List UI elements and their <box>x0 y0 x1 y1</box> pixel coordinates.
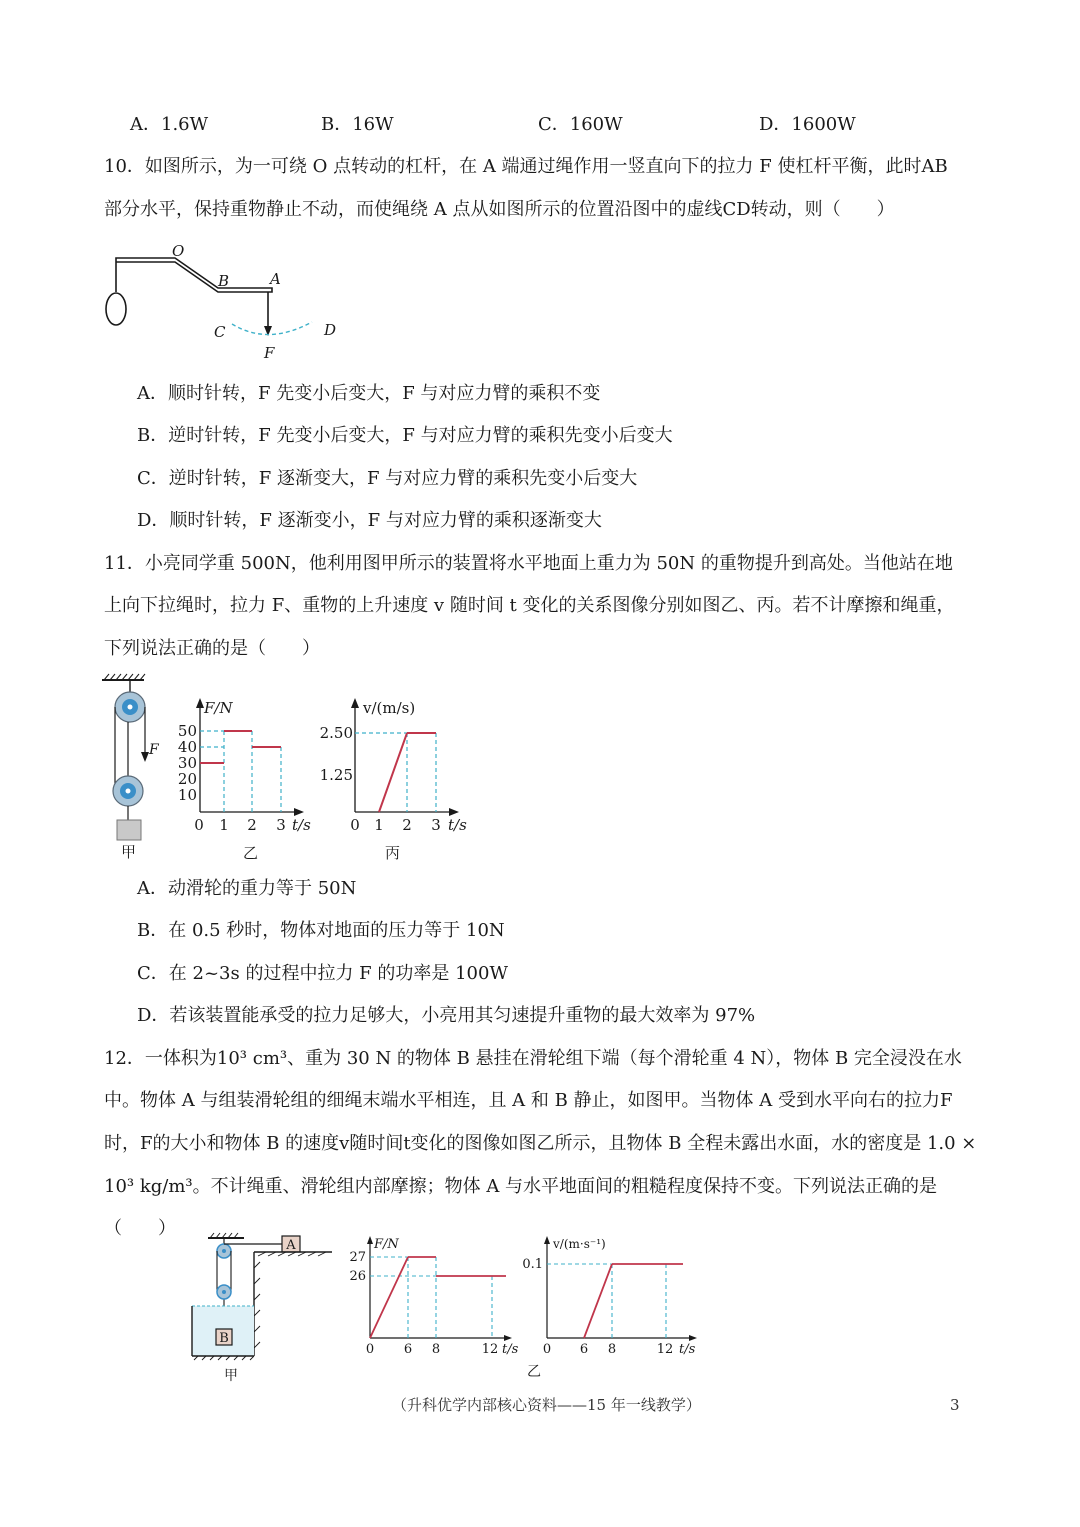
q11-stem-line-1: 11．小亮同学重 500N，他利用图甲所示的装置将水平地面上重力为 50N 的重物提升到高处。当他站在地 <box>104 553 953 574</box>
q10-option-b: B．逆时针转，F 先变小后变大，F 与对应力臂的乘积先变小后变大 <box>137 425 673 446</box>
yi-ytick-30: 30 <box>177 754 197 772</box>
yi-xlabel: t/s <box>292 816 311 834</box>
bing-xlabel: t/s <box>448 816 467 834</box>
q12-v-ylabel: v/(m·s⁻¹) <box>553 1237 606 1251</box>
page-number: 3 <box>950 1396 960 1414</box>
q10-stem-line-2: 部分水平，保持重物静止不动，而使绳绕 A 点从如图所示的位置沿图中的虚线CD转动，则（ ） <box>104 199 895 220</box>
label-c: C <box>214 323 226 341</box>
weight-ellipse <box>106 293 126 325</box>
q12-v-ytick-0-1: 0.1 <box>522 1257 543 1272</box>
bing-xtick-3: 3 <box>431 816 441 834</box>
bing-xtick-2: 2 <box>402 816 412 834</box>
q12-stem-line-2: 中。物体 A 与组装滑轮组的细绳末端水平相连，且 A 和 B 静止，如图甲。当物体 A 受到水平向右的拉力F <box>104 1090 953 1111</box>
q10-option-c: C．逆时针转，F 逐渐变大，F 与对应力臂的乘积先变小后变大 <box>137 468 638 489</box>
q11-option-b: B．在 0.5 秒时，物体对地面的压力等于 10N <box>137 920 505 941</box>
f-arrow <box>141 752 149 762</box>
q12-f-xlabel: t/s <box>502 1342 519 1357</box>
q11-velocity-time-chart <box>315 696 475 866</box>
q12-f-ytick-27: 27 <box>349 1250 366 1265</box>
v-ramp <box>379 733 407 812</box>
q12-stem-line-3: 时，F的大小和物体 B 的速度v随时间t变化的图像如图乙所示，且物体 B 全程未露出水面，水的密度是 1.0 × <box>104 1133 977 1154</box>
label-f: F <box>264 344 275 362</box>
caption-bing: 丙 <box>385 844 401 862</box>
label-o: O <box>172 242 185 260</box>
q9-option-b: B．16W <box>321 114 394 135</box>
q11-option-a: A．动滑轮的重力等于 50N <box>137 878 357 899</box>
q12-v-xtick-8: 8 <box>607 1342 617 1357</box>
q12-v-xlabel: t/s <box>679 1342 696 1357</box>
q11-stem-line-2: 上向下拉绳时，拉力 F、重物的上升速度 v 随时间 t 变化的关系图像分别如图乙、丙。若不计摩擦和绳重， <box>104 595 955 616</box>
q12-stem-line-4: 10³ kg/m³。不计绳重、滑轮组内部摩擦；物体 A 与水平地面间的粗糙程度保持不变。下列说法正确的是 <box>104 1176 938 1197</box>
dashed-arc-cd <box>232 322 312 335</box>
yi-xtick-0: 0 <box>194 816 204 834</box>
q10-option-d: D．顺时针转，F 逐渐变小，F 与对应力臂的乘积逐渐变大 <box>137 510 602 531</box>
q12-f-xtick-6: 6 <box>403 1342 413 1357</box>
q12-stem-line-1: 12．一体积为10³ cm³、重为 30 N 的物体 B 悬挂在滑轮组下端（每个滑轮重 4 N），物体 B 完全浸没在水 <box>104 1048 962 1069</box>
q12-velocity-time-chart <box>515 1234 705 1386</box>
q12-v-xtick-12: 12 <box>656 1342 674 1357</box>
q9-option-a: A．1.6W <box>130 114 209 135</box>
q9-option-d: D．1600W <box>759 114 856 135</box>
q11-stem-line-3: 下列说法正确的是（ ） <box>104 638 320 659</box>
force-label-f: F <box>149 742 159 758</box>
q12-f-xtick-8: 8 <box>431 1342 441 1357</box>
bing-xtick-1: 1 <box>374 816 384 834</box>
bing-xtick-0: 0 <box>350 816 360 834</box>
lever-bar <box>116 258 272 292</box>
yi-ylabel: F/N <box>204 699 233 717</box>
footer-note: （升科优学内部核心资料——15 年一线教学） <box>392 1396 701 1414</box>
bing-ytick-2-50: 2.50 <box>319 724 353 742</box>
caption-yi: 乙 <box>243 844 259 862</box>
q11-option-c: C．在 2~3s 的过程中拉力 F 的功率是 100W <box>137 963 508 984</box>
q12-v-xtick-6: 6 <box>579 1342 589 1357</box>
v-ramp <box>584 1264 612 1338</box>
q12-f-xtick-12: 12 <box>481 1342 499 1357</box>
label-b: B <box>218 272 230 290</box>
q9-option-c: C．160W <box>538 114 623 135</box>
q11-force-time-chart <box>170 696 320 866</box>
yi-ytick-50: 50 <box>177 722 197 740</box>
q11-option-d: D．若该装置能承受的拉力足够大，小亮用其匀速提升重物的最大效率为 97% <box>137 1005 756 1026</box>
caption-yi-q12: 乙 <box>527 1364 541 1380</box>
label-a: A <box>270 270 281 288</box>
block-a-label: A <box>286 1238 296 1253</box>
yi-xtick-2: 2 <box>247 816 257 834</box>
caption-jia-q12: 甲 <box>224 1368 238 1384</box>
q12-apparatus-figure <box>188 1234 338 1386</box>
q12-v-xtick-0: 0 <box>542 1342 552 1357</box>
yi-xtick-3: 3 <box>276 816 286 834</box>
q12-f-ylabel: F/N <box>374 1237 399 1252</box>
q10-option-a: A．顺时针转，F 先变小后变大，F 与对应力臂的乘积不变 <box>137 383 601 404</box>
q12-f-ytick-26: 26 <box>349 1269 366 1284</box>
f-ramp <box>370 1257 408 1338</box>
bing-ytick-1-25: 1.25 <box>319 766 353 784</box>
weight-block <box>117 820 141 840</box>
q12-stem-line-5: （ ） <box>104 1218 176 1239</box>
block-b-label: B <box>219 1331 229 1346</box>
yi-xtick-1: 1 <box>219 816 229 834</box>
q12-f-xtick-0: 0 <box>365 1342 375 1357</box>
bing-ylabel: v/(m/s) <box>363 699 416 717</box>
q10-lever-figure <box>100 238 350 368</box>
q11-pulley-figure <box>100 674 170 864</box>
caption-jia: 甲 <box>121 843 137 861</box>
label-d: D <box>324 321 337 339</box>
yi-ytick-40: 40 <box>177 738 197 756</box>
yi-ytick-10: 10 <box>177 786 197 804</box>
yi-ytick-20: 20 <box>177 770 197 788</box>
q12-force-time-chart <box>340 1234 520 1364</box>
q10-stem-line-1: 10．如图所示，为一可绕 O 点转动的杠杆，在 A 端通过绳作用一竖直向下的拉力 F 使杠杆平衡，此时AB <box>104 156 948 177</box>
